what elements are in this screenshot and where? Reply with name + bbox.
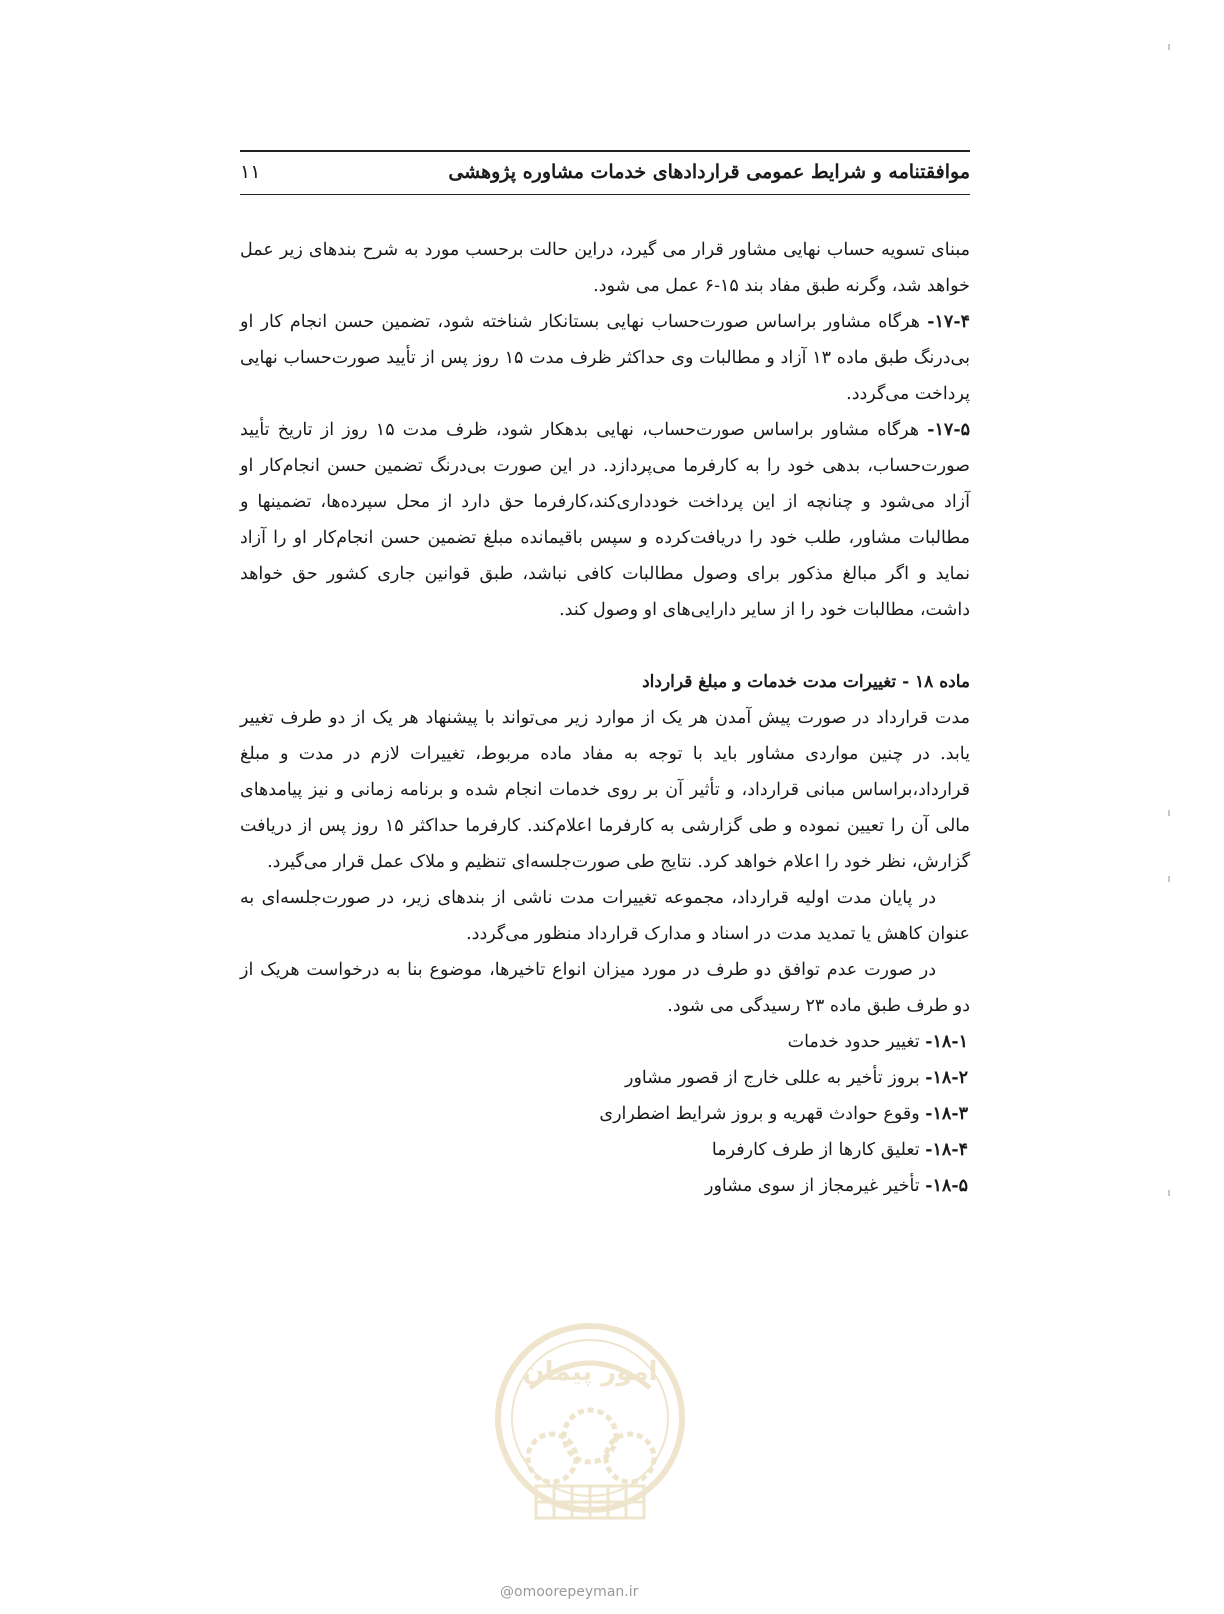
margin-mark: [1168, 44, 1170, 50]
item-number: ۱۸-۱-: [925, 1032, 968, 1052]
margin-mark: [1168, 810, 1170, 816]
section-paragraph: در صورت عدم توافق دو طرف در مورد میزان انواع تاخیرها، موضوع بنا به درخواست هریک از دو طرف طبق ماده ۲۳ رسیدگی می شود.: [240, 960, 970, 1016]
seal-text: امور پیمان: [522, 1357, 658, 1387]
list-item: [240, 1096, 970, 1132]
list-item: [240, 1168, 970, 1204]
page-body: [240, 232, 970, 1204]
item-number: ۱۸-۴-: [925, 1140, 968, 1160]
item-text: بروز تأخیر به عللی خارج از قصور مشاور: [625, 1068, 920, 1088]
clause-number: ۱۷-۴-: [927, 312, 970, 332]
clause-text: هرگاه مشاور براساس صورت‌حساب، نهایی بدهکار شود، ظرف مدت ۱۵ روز از تاریخ تأیید صورت‌حساب، بدهی خود را به کارفرما می‌پردازد. در این صورت بی‌درنگ تضمین حسن انجام‌کار او آزاد می‌شود و چنانچه از این پرداخت خودداری‌کند،کارفرما حق دارد از محل سپرده‌ها، تضمینها و مطالبات مشاور، طلب خود را دریافت‌کرده و سپس باقیمانده مبلغ تضمین حسن انجام‌کار او را آزاد نماید و اگر مبالغ مذکور برای وصول مطالبات کافی نباشد، طبق قوانین جاری کشور حق خواهد داشت، مطالبات خود را از سایر دارایی‌های او وصول کند.: [240, 420, 970, 620]
clause-number: ۱۷-۵-: [927, 420, 970, 440]
clause-17-5: [240, 412, 970, 628]
margin-mark: [1168, 876, 1170, 882]
item-text: وقوع حوادث قهریه و بروز شرایط اضطراری: [599, 1104, 920, 1124]
watermark: @omoorepeyman.ir: [500, 1584, 639, 1600]
clause-17-4: [240, 304, 970, 412]
seal-logo: [490, 1318, 690, 1548]
section-heading: ماده ۱۸ - تغییرات مدت خدمات و مبلغ قرارداد: [642, 672, 970, 692]
clause-list: [240, 1024, 970, 1204]
item-text: تغییر حدود خدمات: [787, 1032, 920, 1052]
item-text: تعلیق کارها از طرف کارفرما: [711, 1140, 920, 1160]
running-title: موافقتنامه و شرایط عمومی قراردادهای خدمات مشاوره پژوهشی: [448, 161, 970, 183]
list-item: [240, 1132, 970, 1168]
page-number: ۱۱: [240, 161, 261, 183]
item-number: ۱۸-۲-: [925, 1068, 968, 1088]
spacer: [240, 628, 970, 664]
margin-mark: [1168, 1190, 1170, 1196]
paragraph-continuation: مبنای تسویه حساب نهایی مشاور قرار می گیرد، دراین حالت برحسب مورد به شرح بندهای زیر عمل خواهد شد، وگرنه طبق مفاد بند ۱۵-۶ عمل می شود.: [240, 240, 970, 296]
section-paragraph: مدت قرارداد در صورت پیش آمدن هر یک از موارد زیر می‌تواند با پیشنهاد هر یک از دو طرف تغییر یابد. در چنین مواردی مشاور باید با توجه به مفاد ماده مربوط، تغییرات لازم در مدت و مبلغ قرارداد،براساس مبانی قرارداد، و تأثیر آن بر روی خدمات انجام شده و برنامه زمانی و نیز پیامدهای مالی آن را تعیین نموده و طی گزارشی به کارفرما اعلام‌کند. کارفرما حداکثر ۱۵ روز پس از دریافت گزارش، نظر خود را اعلام خواهد کرد. نتایج طی صورت‌جلسه‌ای تنظیم و ملاک عمل قرار می‌گیرد.: [240, 708, 970, 872]
list-item: [240, 1060, 970, 1096]
page-header: [240, 150, 970, 195]
clause-text: هرگاه مشاور براساس صورت‌حساب نهایی بستانکار شناخته شود، تضمین حسن انجام کار او بی‌درنگ طبق ماده ۱۳ آزاد و مطالبات وی حداکثر ظرف مدت ۱۵ روز پس از تأیید صورت‌حساب نهایی پرداخت می‌گردد.: [240, 312, 970, 404]
item-text: تأخیر غیرمجاز از سوی مشاور: [705, 1176, 920, 1196]
list-item: [240, 1024, 970, 1060]
section-paragraph: در پایان مدت اولیه قرارداد، مجموعه تغییرات مدت ناشی از بندهای زیر، در صورت‌جلسه‌ای به عنوان کاهش یا تمدید مدت در اسناد و مدارک قرارداد منظور می‌گردد.: [240, 888, 970, 944]
item-number: ۱۸-۵-: [925, 1176, 968, 1196]
item-number: ۱۸-۳-: [925, 1104, 968, 1124]
